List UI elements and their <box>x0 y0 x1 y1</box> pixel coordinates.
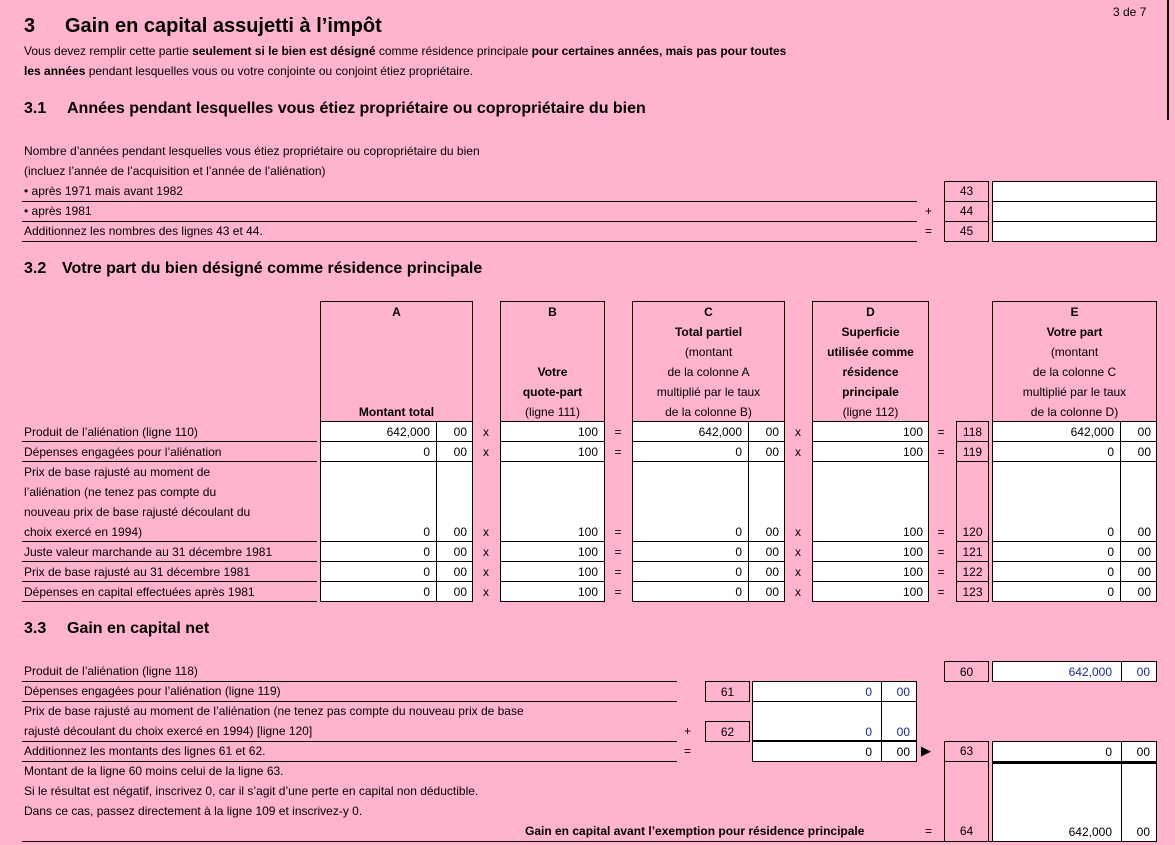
column-d-value: 100 <box>902 525 923 539</box>
s31-row-44-op: + <box>925 204 933 218</box>
op-equals: = <box>937 445 945 459</box>
line-62-number-box <box>705 721 750 742</box>
op-equals: = <box>614 545 622 559</box>
s31-intro-2: (incluez l’année de l’acquisition et l’année de l’aliénation) <box>24 164 326 178</box>
line-60-field[interactable] <box>992 661 1157 682</box>
page-indicator: 3 de 7 <box>1113 5 1147 19</box>
column-a-value: 0 <box>423 445 430 459</box>
column-b-value: 100 <box>577 545 598 559</box>
section-title: Gain en capital assujetti à l’impôt <box>65 15 382 37</box>
line-62-cents: 00 <box>896 725 910 739</box>
line-63-value: 0 <box>1105 745 1112 759</box>
column-a-header: A Montant total <box>320 301 473 422</box>
column-e-cents: 00 <box>1137 585 1151 599</box>
line-63-sum-cents: 00 <box>896 745 910 759</box>
op-equals: = <box>937 525 945 539</box>
column-e-value: 0 <box>1107 565 1114 579</box>
op-equals: = <box>937 425 945 439</box>
column-a-value: 642,000 <box>386 425 430 439</box>
column-a-cents: 00 <box>453 525 467 539</box>
column-b-value: 100 <box>577 525 598 539</box>
row-underline <box>22 601 317 602</box>
column-c-value: 642,000 <box>698 425 742 439</box>
op-equals: = <box>614 565 622 579</box>
line-60-number-box <box>944 661 989 682</box>
line-60-cents: 00 <box>1136 665 1150 679</box>
subsection-3-1-number: 3.1 <box>24 100 47 117</box>
line-64-note-2: Si le résultat est négatif, inscrivez 0, car il s’agit d’une perte en capital non déductible. <box>24 784 479 798</box>
line-45-number: 45 <box>959 224 974 238</box>
line-60-label: Produit de l’aliénation (ligne 118) <box>24 664 198 678</box>
section-intro-line2: les années pendant lesquelles vous ou votre conjointe ou conjoint étiez propriétaire. <box>24 64 473 78</box>
column-a-cents: 00 <box>453 545 467 559</box>
line-45-input[interactable] <box>992 221 1157 242</box>
column-e-cents: 00 <box>1137 525 1151 539</box>
s32-row-label: Produit de l’aliénation (ligne 110) <box>24 425 198 439</box>
s32-row-label: Prix de base rajusté au 31 décembre 1981 <box>24 565 251 579</box>
op-multiply: x <box>483 445 489 459</box>
column-a-cents: 00 <box>453 585 467 599</box>
s32-row-label-line: choix exercé en 1994) <box>24 525 143 539</box>
column-a-cents: 00 <box>453 565 467 579</box>
line-63-label: Additionnez les montants des lignes 61 et 62. <box>24 744 266 758</box>
line-number: 122 <box>962 565 983 579</box>
line-63-number: 63 <box>959 744 974 758</box>
column-e-value: 642,000 <box>1070 425 1114 439</box>
line-number: 123 <box>962 585 983 599</box>
line-number: 120 <box>962 525 983 539</box>
column-a-value: 0 <box>423 545 430 559</box>
line-63-cents: 00 <box>1136 745 1150 759</box>
line-64-cents: 00 <box>1136 825 1150 839</box>
line-43-input[interactable] <box>992 181 1157 202</box>
column-c-cents: 00 <box>765 565 779 579</box>
column-d-value: 100 <box>902 545 923 559</box>
line-63-field[interactable] <box>992 741 1157 762</box>
column-e-value: 0 <box>1107 445 1114 459</box>
column-c-cents: 00 <box>765 525 779 539</box>
column-c-value: 0 <box>735 565 742 579</box>
column-e-cents: 00 <box>1137 565 1151 579</box>
column-e-value: 0 <box>1107 525 1114 539</box>
op-equals: = <box>614 585 622 599</box>
line-61-number: 61 <box>720 685 735 699</box>
row-underline <box>22 441 317 442</box>
column-e-header: E Votre part (montant de la colonne C multiplié par le taux de la colonne D) <box>992 301 1157 422</box>
line-63-sum-value: 0 <box>865 745 872 759</box>
op-multiply: x <box>483 565 489 579</box>
column-d-value: 100 <box>902 585 923 599</box>
op-multiply: x <box>483 525 489 539</box>
line-61-field[interactable] <box>752 681 917 702</box>
s32-row-label-line: Prix de base rajusté au moment de <box>24 465 211 479</box>
column-b-value: 100 <box>577 425 598 439</box>
line-number: 118 <box>962 425 983 439</box>
column-c-value: 0 <box>735 585 742 599</box>
line-64-value: 642,000 <box>1068 825 1112 839</box>
op-multiply: x <box>795 545 801 559</box>
section-intro-line1: Vous devez remplir cette partie seulement si le bien est désigné comme résidence principale pour certaines années, mais pas pour toutes <box>24 44 787 58</box>
s31-row-44-label: • après 1981 <box>24 204 92 218</box>
line-62-label-1: Prix de base rajusté au moment de l’aliénation (ne tenez pas compte du nouveau prix de base <box>24 704 524 718</box>
s31-row-45-label: Additionnez les nombres des lignes 43 et 44. <box>24 224 263 238</box>
line-64-note-1: Montant de la ligne 60 moins celui de la ligne 63. <box>24 764 284 778</box>
column-b-value: 100 <box>577 585 598 599</box>
column-e-value: 0 <box>1107 545 1114 559</box>
line-62-number: 62 <box>720 725 735 739</box>
column-c-header: C Total partiel (montant de la colonne A multiplié par le taux de la colonne B) <box>632 301 785 422</box>
column-a-value: 0 <box>423 565 430 579</box>
s32-row-label: Dépenses engagées pour l’aliénation <box>24 445 222 459</box>
s32-row-label-line: nouveau prix de base rajusté découlant du <box>24 505 251 519</box>
line-64-op: = <box>925 824 933 838</box>
line-43-number: 43 <box>959 184 974 198</box>
op-multiply: x <box>795 445 801 459</box>
column-b-value: 100 <box>577 565 598 579</box>
column-e-cents: 00 <box>1137 445 1151 459</box>
op-equals: = <box>614 445 622 459</box>
column-c-cents: 00 <box>765 545 779 559</box>
op-equals: = <box>937 545 945 559</box>
column-a-cents: 00 <box>453 445 467 459</box>
line-62-label-2: rajusté découlant du choix exercé en 1994) [ligne 120] <box>24 724 313 738</box>
section-number: 3 <box>24 15 36 37</box>
row-underline <box>22 561 317 562</box>
op-multiply: x <box>795 425 801 439</box>
op-multiply: x <box>483 545 489 559</box>
column-a-value: 0 <box>423 525 430 539</box>
op-multiply: x <box>795 585 801 599</box>
line-62-op: + <box>684 724 692 738</box>
column-b-value: 100 <box>577 445 598 459</box>
line-64-field[interactable] <box>992 761 1157 842</box>
line-63-op: = <box>684 744 692 758</box>
op-multiply: x <box>795 565 801 579</box>
line-44-input[interactable] <box>992 201 1157 222</box>
column-a-cents: 00 <box>453 425 467 439</box>
op-equals: = <box>614 525 622 539</box>
line-61-value: 0 <box>865 685 872 699</box>
line-61-label: Dépenses engagées pour l’aliénation (ligne 119) <box>24 684 281 698</box>
column-d-value: 100 <box>902 425 923 439</box>
column-a-value: 0 <box>423 585 430 599</box>
s31-row-43-label: • après 1971 mais avant 1982 <box>24 184 183 198</box>
column-c-cents: 00 <box>765 585 779 599</box>
column-d-value: 100 <box>902 565 923 579</box>
column-c-cents: 00 <box>765 445 779 459</box>
line-64-number: 64 <box>959 824 974 838</box>
subsection-3-1-title: Années pendant lesquelles vous étiez propriétaire ou copropriétaire du bien <box>67 100 646 117</box>
line-62-value: 0 <box>865 725 872 739</box>
column-d-header: D Superficie utilisée comme résidence principale (ligne 112) <box>812 301 929 422</box>
row-underline <box>22 461 317 462</box>
line-61-cents: 00 <box>896 685 910 699</box>
line-64-label: Gain en capital avant l’exemption pour résidence principale <box>525 824 865 838</box>
op-equals: = <box>614 425 622 439</box>
op-multiply: x <box>483 425 489 439</box>
op-multiply: x <box>795 525 801 539</box>
subsection-3-2-number: 3.2 <box>24 260 47 277</box>
line-64-note-3: Dans ce cas, passez directement à la ligne 109 et inscrivez-y 0. <box>24 804 363 818</box>
line-63-sum-field[interactable] <box>752 741 917 762</box>
subsection-3-3-title: Gain en capital net <box>67 620 210 637</box>
column-e-cents: 00 <box>1137 425 1151 439</box>
line-62-field[interactable] <box>752 701 917 742</box>
column-c-value: 0 <box>735 545 742 559</box>
column-e-value: 0 <box>1107 585 1114 599</box>
s31-intro-1: Nombre d’années pendant lesquelles vous étiez propriétaire ou copropriétaire du bien <box>24 144 480 158</box>
s32-row-label-line: l’aliénation (ne tenez pas compte du <box>24 485 217 499</box>
line-61-number-box <box>705 681 750 702</box>
line-number: 119 <box>962 445 983 459</box>
column-b-header: B Votre quote-part (ligne 111) <box>500 301 605 422</box>
scrollbar-indicator[interactable] <box>1167 0 1169 120</box>
s31-row-45-op: = <box>925 224 933 238</box>
line-number: 121 <box>962 545 983 559</box>
s32-row-label: Juste valeur marchande au 31 décembre 1981 <box>24 545 273 559</box>
column-c-cents: 00 <box>765 425 779 439</box>
column-d-value: 100 <box>902 445 923 459</box>
column-e-cents: 00 <box>1137 545 1151 559</box>
subsection-3-2-title: Votre part du bien désigné comme résidence principale <box>62 260 483 277</box>
op-equals: = <box>937 585 945 599</box>
column-c-value: 0 <box>735 445 742 459</box>
op-multiply: x <box>483 585 489 599</box>
s32-row-label: Dépenses en capital effectuées après 1981 <box>24 585 255 599</box>
column-c-value: 0 <box>735 525 742 539</box>
row-underline <box>22 541 317 542</box>
op-equals: = <box>937 565 945 579</box>
line-60-value: 642,000 <box>1068 665 1112 679</box>
line-60-number: 60 <box>959 665 974 679</box>
row-underline <box>22 581 317 582</box>
line-44-number: 44 <box>959 204 974 218</box>
subsection-3-3-number: 3.3 <box>24 620 47 637</box>
arrow-right-icon: ▶ <box>921 743 931 758</box>
